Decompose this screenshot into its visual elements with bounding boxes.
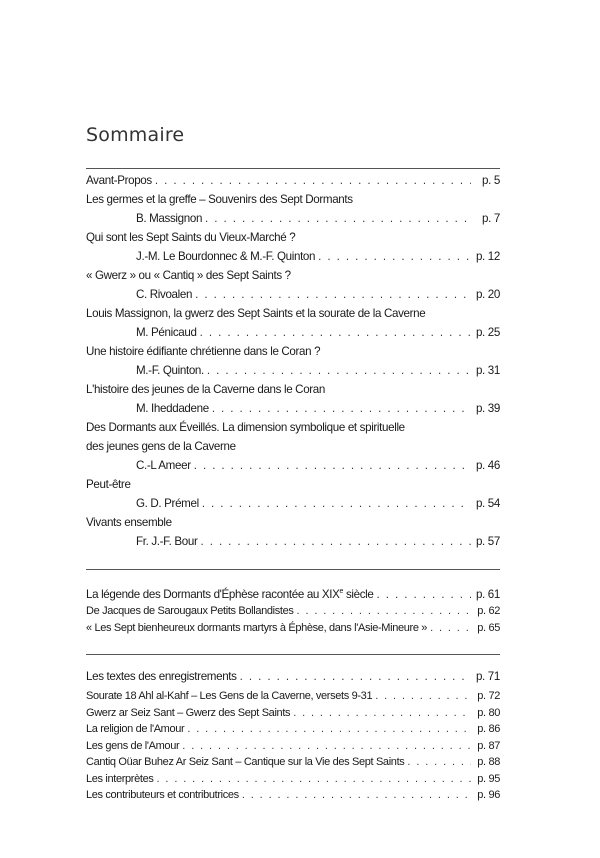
toc-entry-text: Gwerz ar Seiz Sant – Gwerz des Sept Saints [86,706,291,719]
toc-heading-text: La légende des Dormants d'Éphèse racontée au XIX [86,587,340,601]
toc-entry[interactable] [86,418,500,437]
toc-entry-text: Peut-être [86,478,131,491]
toc-page-number: p. 95 [477,772,500,785]
dot-leader [205,209,471,228]
toc-entry[interactable] [86,620,500,637]
toc-entry-text: L'histoire des jeunes de la Caverne dans le Coran [86,383,325,396]
toc-author-entry[interactable] [86,323,500,342]
dot-leader [207,361,471,380]
toc-page-number: p. 46 [475,459,500,472]
toc-author-entry[interactable] [86,456,500,475]
toc-entry[interactable] [86,228,500,247]
toc-entry-text: M. Pénicaud [136,326,197,339]
dot-leader [194,456,471,475]
toc-entry[interactable] [86,437,500,456]
toc-entry-text: Vivants ensemble [86,516,172,529]
toc-entry-text: Les contributeurs et contributrices [86,789,239,801]
toc-page-number: p. 87 [477,739,500,752]
toc-entry-text: Sourate 18 Ahl al-Kahf – Les Gens de la Caverne, versets 9-31 [86,690,373,702]
toc-heading-tail: siècle [343,587,374,601]
toc-entry-text: Les interprètes [86,772,154,785]
toc-part-3 [86,654,500,804]
toc-page-number: p. 80 [477,706,500,719]
dot-leader [242,787,471,804]
toc-heading-textes[interactable] [86,667,500,686]
toc-entry[interactable] [86,754,500,771]
toc-page-number: p. 31 [475,364,500,377]
toc-entry[interactable] [86,380,500,399]
toc-entry[interactable] [86,190,500,209]
toc-entry-text: « Les Sept bienheureux dormants martyrs à Éphèse, dans l'Asie-Mineure » [86,621,428,634]
toc-page-number: p. 39 [475,402,500,415]
toc-entry-text: Louis Massignon, la gwerz des Sept Saints et la sourate de la Caverne [86,307,426,320]
toc-page-number: p. 7 [482,212,500,225]
toc-entry[interactable] [86,342,500,361]
dot-leader [155,171,471,190]
toc-entry-text: Fr. J.-F. Bour [136,535,198,548]
toc-part-1 [86,168,500,551]
toc-entry-text: C. Rivoalen [136,288,193,301]
dot-leader [157,771,471,788]
toc-entry-text: M. Iheddadene [136,402,209,415]
toc-entry-text: M.-F. Quinton. [136,364,204,377]
toc-entry-text: B. Massignon [136,212,203,225]
toc-entry[interactable] [86,513,500,532]
toc-page-number: p. 65 [477,621,500,634]
toc-page-number: p. 86 [477,723,500,735]
dot-leader [212,399,471,418]
toc-part-2 [86,569,500,636]
toc-entry-text: La religion de l'Amour [86,723,185,735]
dot-leader [200,532,471,551]
toc-entry-text: Cantiq Oüar Buhez Ar Seiz Sant – Cantique sur la Vie des Sept Saints [86,756,405,768]
toc-entry-text: G. D. Prémel [136,497,199,510]
toc-entry[interactable] [86,705,500,722]
toc-page-number: p. 71 [475,670,500,683]
toc-author-entry[interactable] [86,532,500,551]
toc-entry-text: Une histoire édifiante chrétienne dans le Coran ? [86,345,321,358]
toc-entry-text: des jeunes gens de la Caverne [86,440,236,453]
dot-leader [195,285,471,304]
toc-entry[interactable] [86,475,500,494]
toc-page-number: p. 57 [475,535,500,548]
toc-page-number: p. 5 [482,174,500,187]
dot-leader [375,688,471,705]
toc-entry[interactable] [86,171,500,190]
toc-heading-legende[interactable] [86,582,500,601]
toc-heading-text: Les textes des enregistrements [86,670,237,683]
toc-page-number: p. 96 [477,789,500,801]
toc-entry[interactable] [86,771,500,788]
toc-entry[interactable] [86,738,500,755]
dot-leader [240,667,471,686]
toc-author-entry[interactable] [86,399,500,418]
toc-entry[interactable] [86,304,500,323]
toc-entry[interactable] [86,787,500,804]
toc-entry-text: Les gens de l'Amour [86,739,180,752]
toc-author-entry[interactable] [86,247,500,266]
dot-leader [187,721,471,738]
page-title: Sommaire [86,124,185,146]
toc-author-entry[interactable] [86,494,500,513]
dot-leader [297,603,471,620]
toc-entry-text: Les germes et la greffe – Souvenirs des Sept Dormants [86,193,353,206]
toc-author-entry[interactable] [86,361,500,380]
dot-leader [293,705,471,722]
dot-leader [377,585,471,604]
toc-entry-text: « Gwerz » ou « Cantiq » des Sept Saints ? [86,269,291,282]
toc-entry-text: J.-M. Le Bourdonnec & M.-F. Quinton [136,250,316,263]
toc-page-number: p. 54 [475,497,500,510]
toc-heading-superscript: e [339,588,344,595]
toc-page-number: p. 62 [477,605,500,617]
toc-entry[interactable] [86,266,500,285]
toc-entry-text: C.-L Ameer [136,459,191,472]
toc-author-entry[interactable] [86,285,500,304]
dot-leader [318,247,471,266]
table-of-contents [86,168,500,804]
toc-page-number: p. 72 [477,690,500,702]
toc-page-number: p. 12 [475,250,500,263]
toc-entry-text: Qui sont les Sept Saints du Vieux-Marché ? [86,231,296,244]
toc-entry-text: Des Dormants aux Éveillés. La dimension symbolique et spirituelle [86,421,405,434]
toc-entry-text: De Jacques de Sarougaux Petits Bollandistes [86,605,294,617]
toc-page-number: p. 25 [475,326,500,339]
toc-page-number: p. 88 [477,756,500,768]
toc-entry[interactable] [86,603,500,620]
toc-author-entry[interactable] [86,209,500,228]
toc-page-number: p. 61 [475,587,500,601]
dot-leader [202,494,471,513]
toc-entry-text: Avant-Propos [86,174,152,187]
toc-entry[interactable] [86,721,500,738]
dot-leader [430,620,471,637]
dot-leader [200,323,471,342]
dot-leader [407,754,471,771]
toc-entry[interactable] [86,688,500,705]
dot-leader [182,738,471,755]
toc-page-number: p. 20 [475,288,500,301]
